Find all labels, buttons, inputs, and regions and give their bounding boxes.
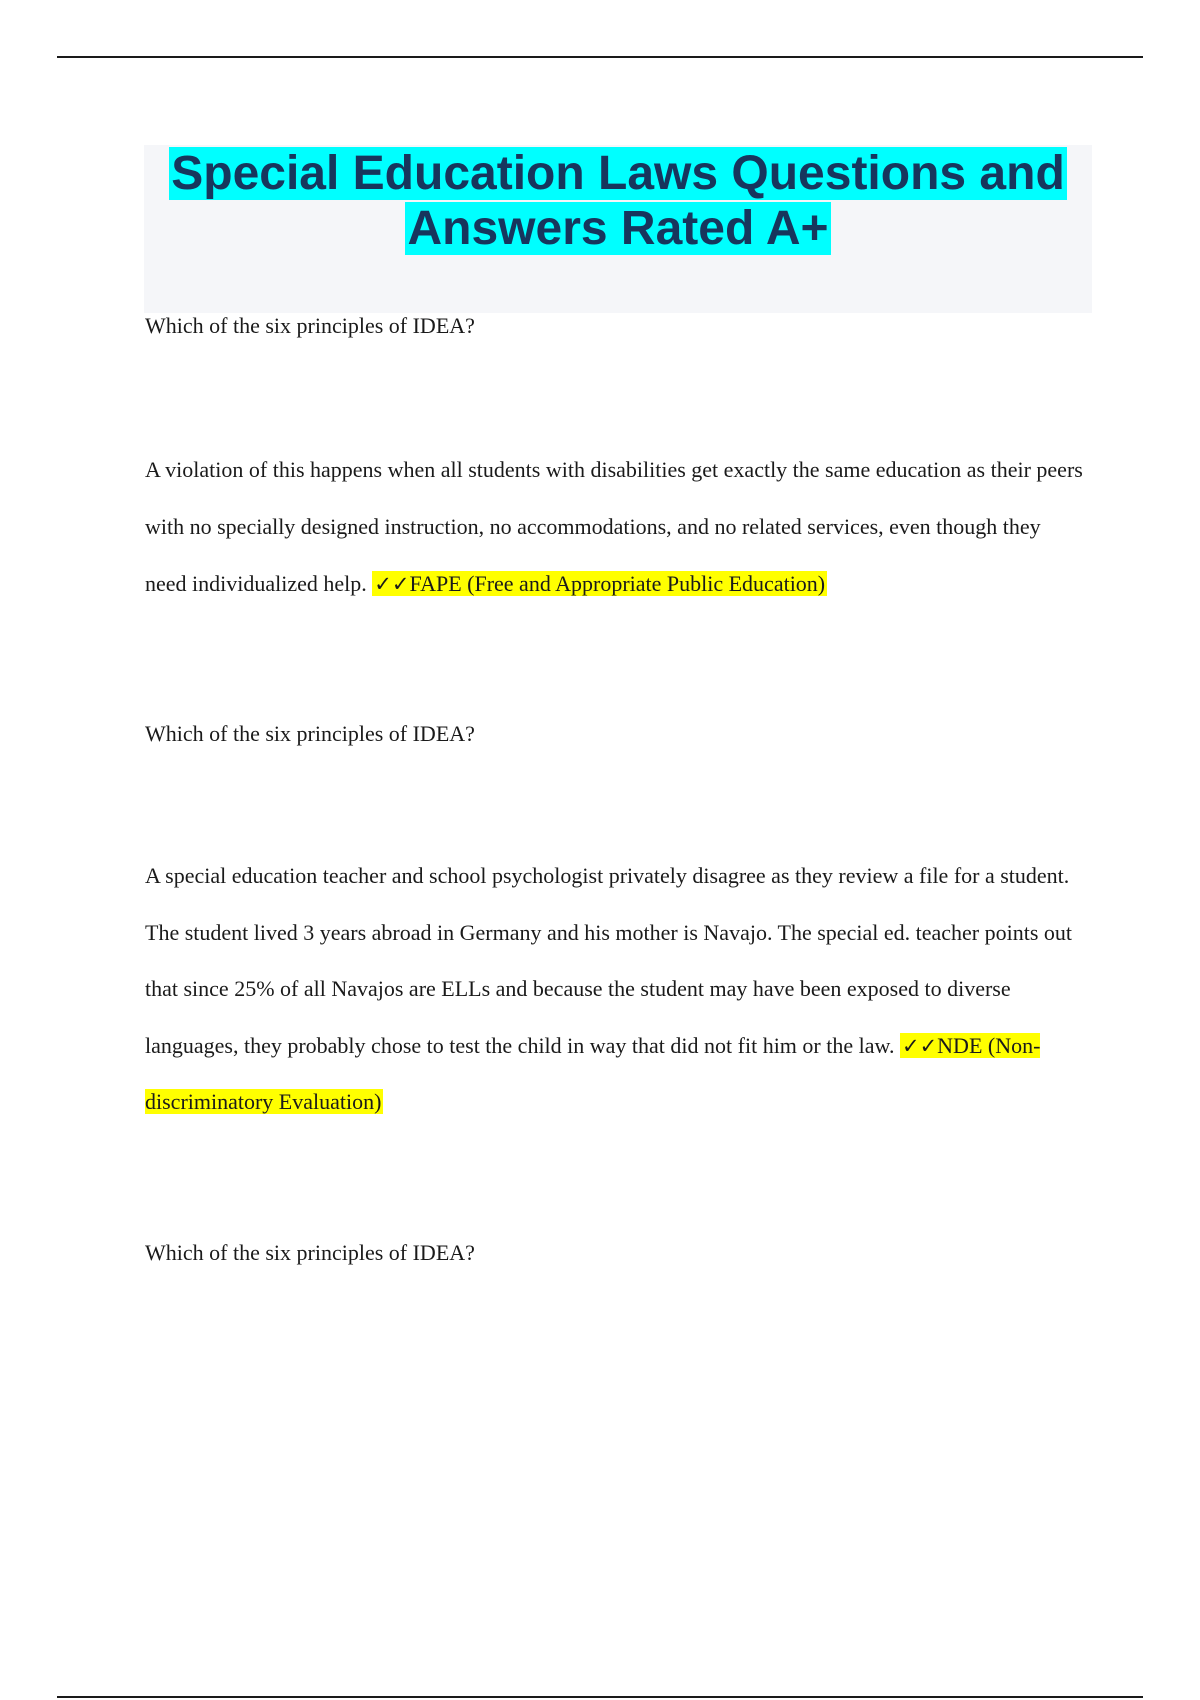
check-mark-icon: ✓✓ <box>374 572 410 596</box>
answer-1-text: FAPE (Free and Appropriate Public Education) <box>409 571 826 596</box>
page-title <box>158 146 1078 256</box>
answer-2-text: NDE (Non-discriminatory Evaluation) <box>145 1032 1041 1114</box>
bottom-rule <box>57 1696 1143 1698</box>
scenario-2-text: A special education teacher and school psychologist privately disagree as they review a file for a student. The student lived 3 years abroad in Germany and his mother is Navajo. The special ed. teacher points out that since 25% of all Navajos are ELLs and because the student may have been exposed to diverse languages, they probably chose to test the child in way that did not fit him or the law. <box>145 863 1072 1058</box>
question-3: Which of the six principles of IDEA? <box>145 1240 475 1265</box>
question-2: Which of the six principles of IDEA? <box>145 721 475 746</box>
check-mark-icon: ✓✓ <box>901 1033 938 1058</box>
scenario-1-text: A violation of this happens when all students with disabilities get exactly the same education as their peers with no specially designed instruction, no accommodations, and no related services, even though they need individualized help. <box>145 457 1083 596</box>
top-rule <box>57 56 1143 58</box>
title-box <box>144 145 1092 313</box>
answer-1 <box>372 571 827 596</box>
scenario-2 <box>145 848 1085 1131</box>
page-title-text: Special Education Laws Questions and Answers Rated A+ <box>171 147 1065 255</box>
question-1: Which of the six principles of IDEA? <box>145 313 475 338</box>
scenario-1 <box>145 441 1085 613</box>
